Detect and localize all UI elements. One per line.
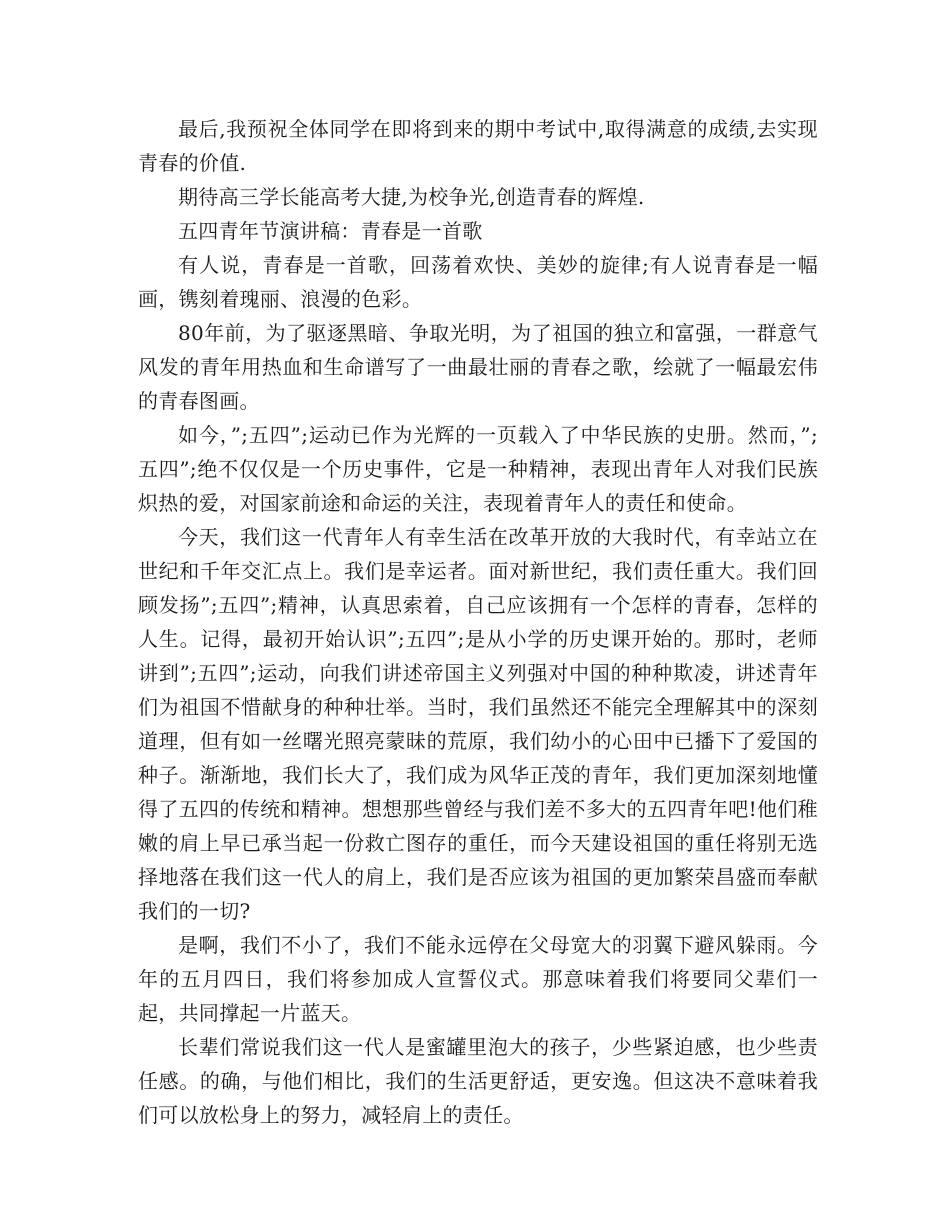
paragraph: 今天，我们这一代青年人有幸生活在改革开放的大我时代，有幸站立在世纪和千年交汇点上。我们是幸运者。面对新世纪，我们责任重大。我们回顾发扬”;五四”;精神，认真思索着，自己应该拥有一个怎样的青春，怎样的人生。记得，最初开始认识”;五四”;是从小学的历史课开始的。那时，老师讲到”;五四”;运动，向我们讲述帝国主义列强对中国的种种欺凌，讲述青年们为祖国不惜献身的种种壮举。当时，我们虽然还不能完全理解其中的深刻道理，但有如一丝曙光照亮蒙昧的荒原，我们幼小的心田中已播下了爱国的种子。渐渐地，我们长大了，我们成为风华正茂的青年，我们更加深刻地懂得了五四的传统和精神。想想那些曾经与我们差不多大的五四青年吧!他们稚嫩的肩上早已承当起一份救亡图存的重任，而今天建设祖国的重任将别无选择地落在我们这一代人的肩上，我们是否应该为祖国的更加繁荣昌盛而奉献我们的一切? [138, 525, 818, 923]
section-heading: 五四青年节演讲稿：青春是一首歌 [178, 219, 483, 243]
document-body [138, 112, 818, 1132]
paragraph: 最后,我预祝全体同学在即将到来的期中考试中,取得满意的成绩,去实现青春的价值. [138, 117, 818, 175]
paragraph: 长辈们常说我们这一代人是蜜罐里泡大的孩子，少些紧迫感，也少些责任感。的确，与他们相比，我们的生活更舒适，更安逸。但这决不意味着我们可以放松身上的努力，减轻肩上的责任。 [138, 1035, 818, 1127]
paragraph: 有人说，青春是一首歌，回荡着欢快、美妙的旋律;有人说青春是一幅画，镌刻着瑰丽、浪漫的色彩。 [138, 253, 818, 311]
paragraph: 80年前，为了驱逐黑暗、争取光明，为了祖国的独立和富强，一群意气风发的青年用热血和生命谱写了一曲最壮丽的青春之歌，绘就了一幅最宏伟的青春图画。 [138, 321, 818, 413]
paragraph: 如今，”;五四”;运动已作为光辉的一页载入了中华民族的史册。然而，”;五四”;绝不仅仅是一个历史事件，它是一种精神，表现出青年人对我们民族炽热的爱，对国家前途和命运的关注，表现着青年人的责任和使命。 [138, 423, 818, 515]
paragraph: 期待高三学长能高考大捷,为校争光,创造青春的辉煌. [178, 185, 645, 209]
paragraph: 是啊，我们不小了，我们不能永远停在父母宽大的羽翼下避风躲雨。今年的五月四日，我们将参加成人宣誓仪式。那意味着我们将要同父辈们一起，共同撑起一片蓝天。 [138, 933, 818, 1025]
